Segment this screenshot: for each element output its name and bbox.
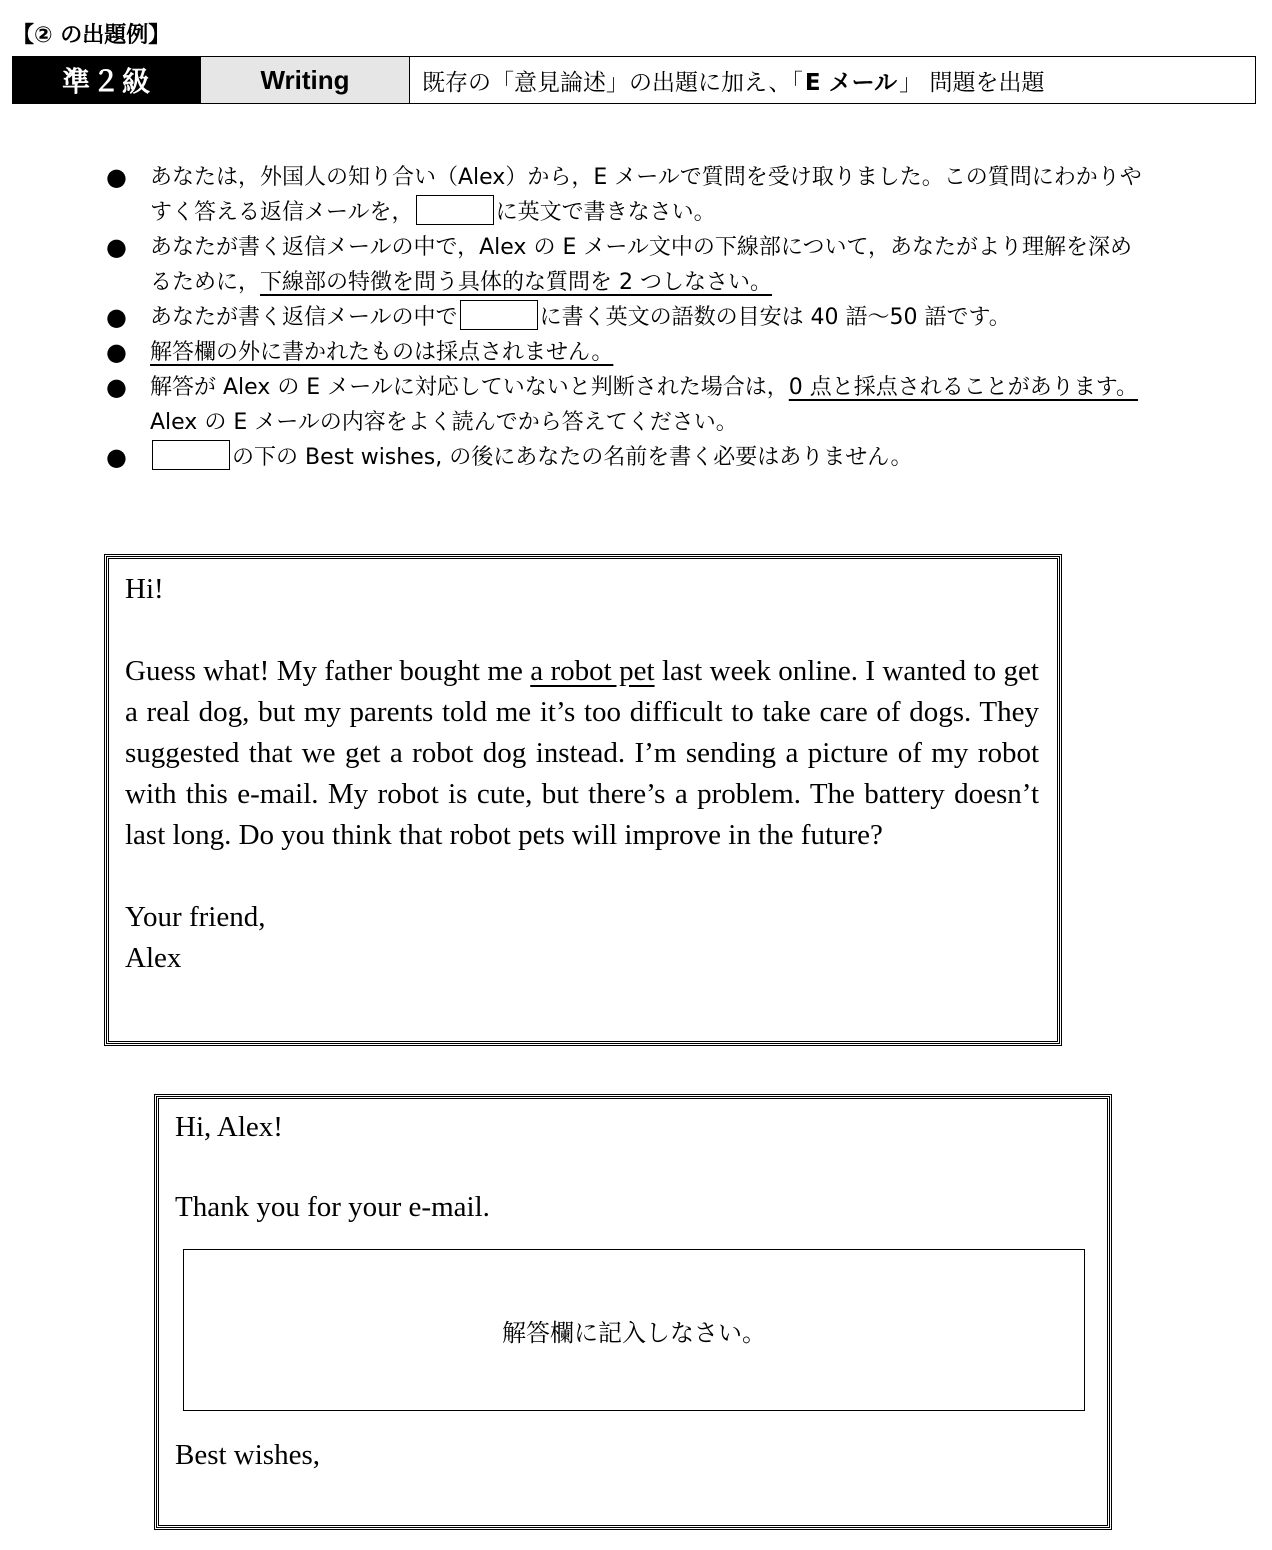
instruction-text: あなたが書く返信メールの中で，Alex の E メール文中の下線部について，あなたがより理解を深めるために， xyxy=(150,235,1133,295)
instruction-text: に書く英文の語数の目安は 40 語～50 語です。 xyxy=(539,305,1011,330)
bullet-icon: ● xyxy=(106,338,127,366)
blank-box xyxy=(460,300,538,330)
email-body xyxy=(125,651,1039,856)
answer-placeholder: 解答欄に記入しなさい。 xyxy=(502,1318,766,1347)
bullet-icon: ● xyxy=(106,373,127,401)
reply-greeting: Hi, Alex! xyxy=(175,1111,283,1143)
alex-email-box xyxy=(106,556,1060,1044)
answer-field[interactable] xyxy=(183,1249,1085,1411)
reply-thanks: Thank you for your e-mail. xyxy=(175,1191,490,1223)
bullet-icon: ● xyxy=(106,163,127,191)
bullet-icon: ● xyxy=(106,303,127,331)
blank-box xyxy=(416,195,494,225)
instruction-text: の下の Best wishes, の後にあなたの名前を書く必要はありません。 xyxy=(232,445,913,470)
email-closing: Your friend, xyxy=(125,901,266,933)
instruction-item xyxy=(106,160,1146,230)
section-title: 【② の出題例】 xyxy=(12,23,171,48)
instruction-item xyxy=(106,335,1146,370)
instruction-text: あなたが書く返信メールの中で xyxy=(150,305,458,330)
instruction-list xyxy=(106,160,1146,475)
instruction-text: Alex の E メールの内容をよく読んでから答えてください。 xyxy=(150,410,738,435)
description-cell xyxy=(410,57,1255,103)
email-body-text: last week online. I wanted to get a real dog, but my parents told me it’s too difficult to take care of dogs. They suggested that we get a robot dog instead. I’m sending a picture of my robot with this e-mail. My robot is cute, but there’s a problem. The battery doesn’t last long. Do you think that robot pets will improve in the future? xyxy=(125,655,1039,851)
email-body-text: Guess what! My father bought me xyxy=(125,655,531,687)
instruction-item xyxy=(106,440,1146,475)
reply-email-box xyxy=(156,1096,1110,1528)
desc-prefix: 既存の「意見論述」の出題に加え、「 xyxy=(422,69,803,96)
instruction-item xyxy=(106,370,1146,440)
bullet-icon: ● xyxy=(106,443,127,471)
instruction-item xyxy=(106,230,1146,300)
instruction-underlined: 下線部の特徴を問う具体的な質問を 2 つしなさい。 xyxy=(260,270,773,295)
instruction-text: あなたは，外国人の知り合い（Alex）から，E メールで質問を受け取りました。この質問にわかりやすく答える返信メールを， xyxy=(150,165,1142,225)
instruction-text: に英文で書きなさい。 xyxy=(495,200,716,225)
instruction-underlined: 解答欄の外に書かれたものは採点されません。 xyxy=(150,340,614,365)
desc-bold: E メール xyxy=(804,69,898,96)
instruction-underlined: 0 点と採点されることがあります。 xyxy=(788,375,1138,400)
reply-closing: Best wishes, xyxy=(175,1439,320,1471)
grade-cell: 準２級 xyxy=(13,57,201,103)
instruction-item xyxy=(106,300,1146,335)
blank-box xyxy=(152,440,230,470)
instruction-text: 解答が Alex の E メールに対応していないと判断された場合は， xyxy=(150,375,789,400)
email-underlined-phrase: a robot pet xyxy=(530,655,655,687)
email-sender-name: Alex xyxy=(125,942,182,974)
header-table xyxy=(12,56,1256,104)
bullet-icon: ● xyxy=(106,233,127,261)
email-greeting: Hi! xyxy=(125,573,164,605)
skill-cell: Writing xyxy=(201,57,410,103)
desc-suffix: 」 問題を出題 xyxy=(899,69,1045,96)
